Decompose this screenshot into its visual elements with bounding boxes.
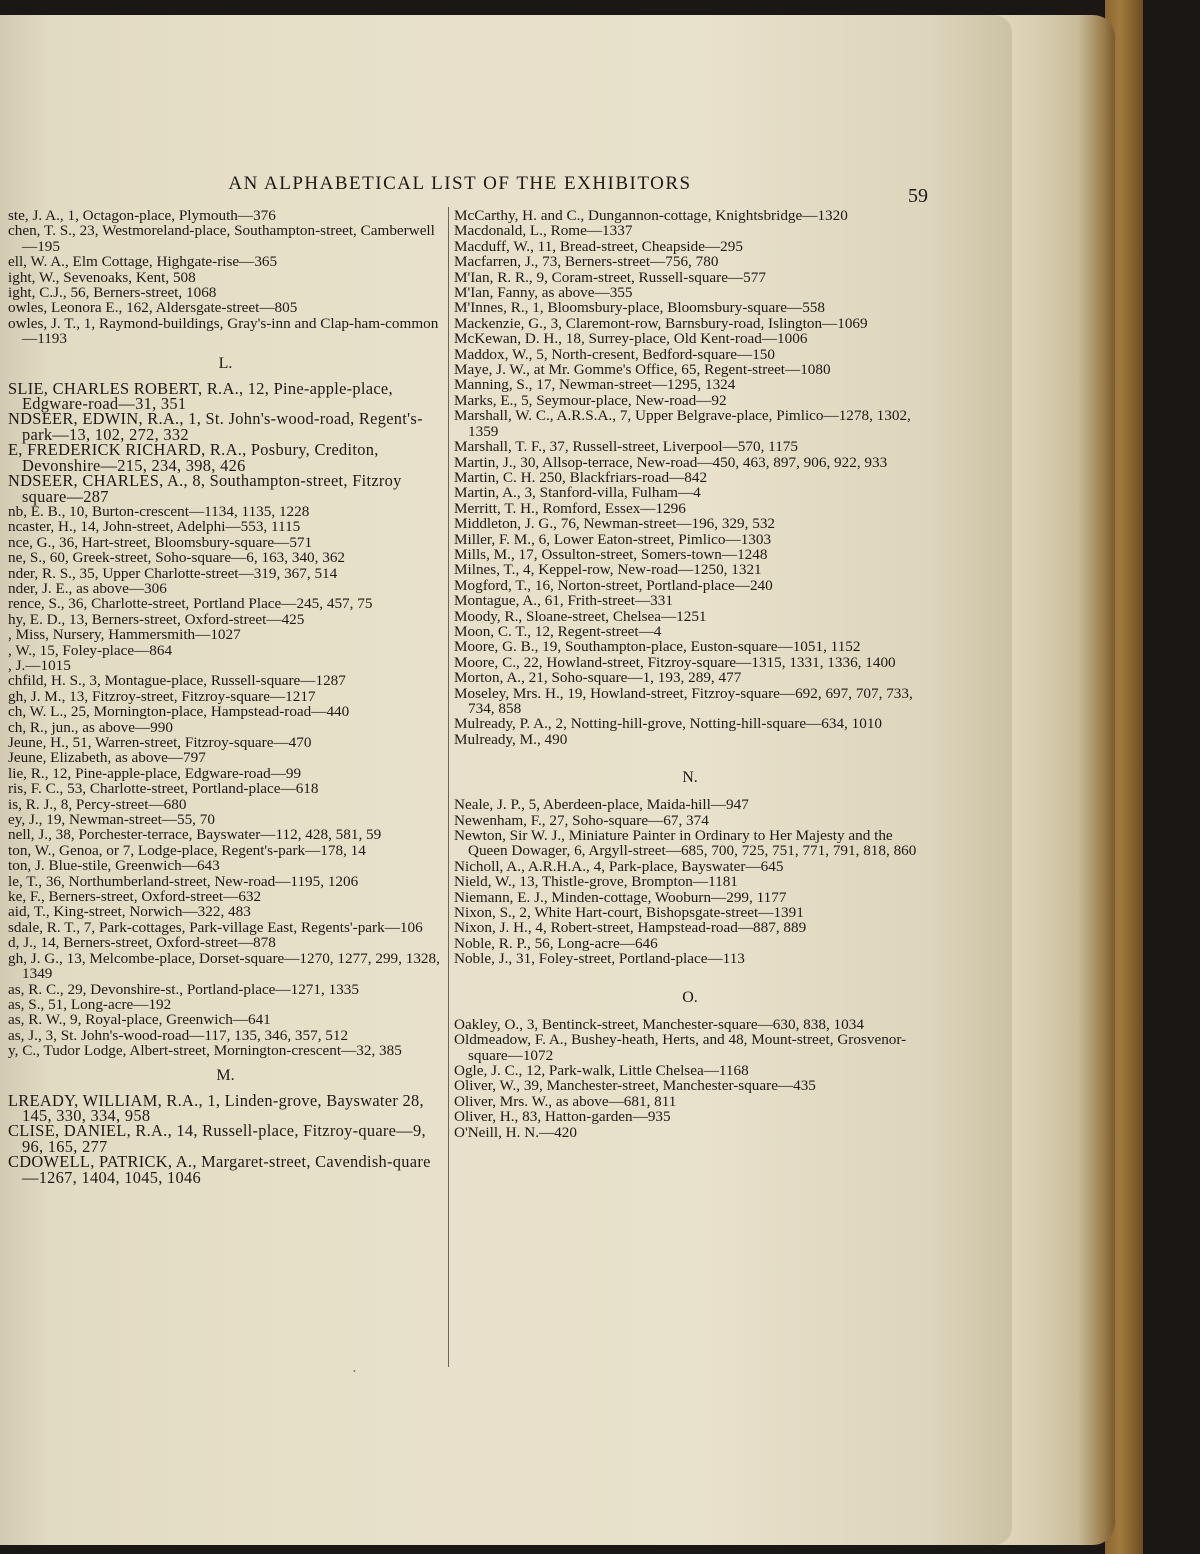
entry-list-n [454,797,926,966]
list-item: Manning, S., 17, Newman-street—1295, 1324 [454,376,736,394]
list-item: Martin, C. H. 250, Blackfriars-road—842 [454,468,708,486]
list-item: aid, T., King-street, Norwich—322, 483 [8,903,251,921]
list-item: SLIE, CHARLES ROBERT, R.A., 12, Pine-apple-place, Edgware-road—31, 351 [8,378,393,414]
list-item: Nicholl, A., A.R.H.A., 4, Park-place, Bayswater—645 [454,857,784,875]
list-item: Oldmeadow, F. A., Bushey-heath, Herts, and 48, Mount-street, Grosvenor-square—1072 [454,1031,907,1064]
list-item: as, R. C., 29, Devonshire-st., Portland-place—1271, 1335 [8,980,359,998]
list-item: ight, W., Sevenoaks, Kent, 508 [8,268,196,286]
left-column [8,208,443,1185]
list-item: Moody, R., Sloane-street, Chelsea—1251 [454,607,707,625]
section-heading-o: O. [682,988,698,1006]
book-page [0,15,1012,1545]
right-column [454,208,926,1140]
list-item: M'Innes, R., 1, Bloomsbury-place, Bloomsbury-square—558 [454,299,825,317]
list-item: gh, J. M., 13, Fitzroy-street, Fitzroy-square—1217 [8,687,316,705]
list-item: Jeune, H., 51, Warren-street, Fitzroy-square—470 [8,734,312,751]
list-item: , Miss, Nursery, Hammersmith—1027 [8,626,241,644]
list-item: McKewan, D. H., 18, Surrey-place, Old Kent-road—1006 [454,330,808,348]
page-number: 59 [908,185,928,207]
list-item: nb, E. B., 10, Burton-crescent—1134, 1135, 1228 [8,502,310,520]
list-item: sdale, R. T., 7, Park-cottages, Park-village East, Regents'-park—106 [8,918,423,936]
list-item: , J.—1015 [8,656,71,674]
list-item: Nixon, S., 2, White Hart-court, Bishopsgate-street—1391 [454,904,804,922]
list-item: ncaster, H., 14, John-street, Adelphi—553, 1115 [8,518,301,536]
list-item: Mackenzie, G., 3, Claremont-row, Barnsbury-road, Islington—1069 [454,314,868,332]
list-item: Newenham, F., 27, Soho-square—67, 374 [454,811,709,829]
list-item: O'Neill, H. N.—420 [454,1123,577,1141]
list-item: lie, R., 12, Pine-apple-place, Edgware-road—99 [8,764,302,782]
column-divider [448,207,449,1367]
list-item: Oliver, W., 39, Manchester-street, Manchester-square—435 [454,1077,816,1095]
list-item: M'Ian, R. R., 9, Coram-street, Russell-square—577 [454,268,766,286]
list-item: d, J., 14, Berners-street, Oxford-street—878 [8,934,276,952]
list-item: Mulready, P. A., 2, Notting-hill-grove, Notting-hill-square—634, 1010 [454,715,883,733]
list-item: Moore, C., 22, Howland-street, Fitzroy-square—1315, 1331, 1336, 1400 [454,653,896,671]
list-item: is, R. J., 8, Percy-street—680 [8,795,187,813]
list-item: as, R. W., 9, Royal-place, Greenwich—641 [8,1011,271,1029]
list-item: M'Ian, Fanny, as above—355 [454,284,633,302]
list-item: Macduff, W., 11, Bread-street, Cheapside—295 [454,237,743,255]
list-item: le, T., 36, Northumberland-street, New-road—1195, 1206 [8,872,359,890]
entry-list-top [8,208,443,347]
list-item: Middleton, J. G., 76, Newman-street—196, 329, 532 [454,515,776,533]
list-item: Martin, A., 3, Stanford-villa, Fulham—4 [454,484,701,502]
list-item: ey, J., 19, Newman-street—55, 70 [8,811,215,829]
list-item: Noble, J., 31, Foley-street, Portland-place—113 [454,950,745,968]
list-item: owles, Leonora E., 162, Aldersgate-street—805 [8,299,298,317]
list-item: ight, C.J., 56, Berners-street, 1068 [8,284,217,302]
entry-list-m-right [454,208,926,747]
list-item: ton, W., Genoa, or 7, Lodge-place, Regent's-park—178, 14 [8,841,366,859]
list-item: ch, R., jun., as above—990 [8,718,173,736]
list-item: gh, J. G., 13, Melcombe-place, Dorset-square—1270, 1277, 299, 1328, 1349 [8,949,440,983]
list-item: Jeune, Elizabeth, as above—797 [8,749,206,767]
list-item: Mulready, M., 490 [454,730,568,748]
list-item: Newton, Sir W. J., Miniature Painter in Ordinary to Her Majesty and the Queen Dowager, 6, Argyll-street—685, 700, 725, 751, 771, 791, 818, 860 [454,827,917,860]
list-item: Marshall, W. C., A.R.S.A., 7, Upper Belgrave-place, Pimlico—1278, 1302, 1359 [454,407,911,440]
list-item: Nield, W., 13, Thistle-grove, Brompton—1181 [454,873,738,891]
list-item: Macdonald, L., Rome—1337 [454,222,633,240]
list-item: Miller, F. M., 6, Lower Eaton-street, Pimlico—1303 [454,530,772,548]
list-item: ell, W. A., Elm Cottage, Highgate-rise—365 [8,253,278,271]
list-item: Mills, M., 17, Ossulton-street, Somers-town—1248 [454,545,768,563]
section-heading-l: L. [218,354,233,372]
list-item: Niemann, E. J., Minden-cottage, Wooburn—299, 1177 [454,888,787,906]
list-item: chfild, H. S., 3, Montague-place, Russell-square—1287 [8,672,346,690]
section-heading-m: M. [216,1066,235,1084]
list-item: Maye, J. W., at Mr. Gomme's Office, 65, Regent-street—1080 [454,361,831,379]
list-item: as, S., 51, Long-acre—192 [8,995,172,1013]
list-item: Maddox, W., 5, North-cresent, Bedford-square—150 [454,345,775,363]
list-item: ke, F., Berners-street, Oxford-street—632 [8,888,262,906]
list-item: Merritt, T. H., Romford, Essex—1296 [454,499,686,517]
ink-speck: • [353,1367,356,1376]
list-item: as, J., 3, St. John's-wood-road—117, 135, 346, 357, 512 [8,1026,349,1044]
section-heading-n: N. [682,769,698,787]
list-item: Nixon, J. H., 4, Robert-street, Hampstead-road—887, 889 [454,919,807,937]
list-item: nce, G., 36, Hart-street, Bloomsbury-square—571 [8,533,313,551]
list-item: chen, T. S., 23, Westmoreland-place, Southampton-street, Camberwell—195 [8,222,435,255]
list-item: Moseley, Mrs. H., 19, Howland-street, Fitzroy-square—692, 697, 707, 733, 734, 858 [454,684,913,717]
list-item: y, C., Tudor Lodge, Albert-street, Mornington-crescent—32, 385 [8,1042,402,1060]
list-item: Martin, J., 30, Allsop-terrace, New-road—450, 463, 897, 906, 922, 933 [454,453,888,471]
list-item: Montague, A., 61, Frith-street—331 [454,592,673,610]
list-item: nell, J., 38, Porchester-terrace, Bayswater—112, 428, 581, 59 [8,826,382,844]
list-item: nder, J. E., as above—306 [8,579,167,597]
list-item: rence, S., 36, Charlotte-street, Portland Place—245, 457, 75 [8,595,373,613]
list-item: E, FREDERICK RICHARD, R.A., Posbury, Crediton, Devonshire—215, 234, 398, 426 [8,440,379,475]
list-item: Moore, G. B., 19, Southampton-place, Euston-square—1051, 1152 [454,638,861,656]
list-item: Milnes, T., 4, Keppel-row, New-road—1250, 1321 [454,561,762,579]
list-item: ch, W. L., 25, Mornington-place, Hampstead-road—440 [8,703,350,721]
entry-list-l [8,378,443,1060]
list-item: Oliver, H., 83, Hatton-garden—935 [454,1108,671,1126]
list-item: Noble, R. P., 56, Long-acre—646 [454,934,658,952]
list-item: Ogle, J. C., 12, Park-walk, Little Chelsea—1168 [454,1061,749,1079]
list-item: ris, F. C., 53, Charlotte-street, Portland-place—618 [8,780,319,798]
list-item: hy, E. D., 13, Berners-street, Oxford-street—425 [8,610,305,628]
list-item: nder, R. S., 35, Upper Charlotte-street—319, 367, 514 [8,564,338,582]
list-item: CLISE, DANIEL, R.A., 14, Russell-place, Fitzroy-quare—9, 96, 165, 277 [8,1121,426,1156]
list-item: Oakley, O., 3, Bentinck-street, Manchester-square—630, 838, 1034 [454,1015,864,1033]
list-item: owles, J. T., 1, Raymond-buildings, Gray's-inn and Clap-ham-common—1193 [8,314,439,348]
list-item: Marks, E., 5, Seymour-place, New-road—92 [454,391,727,409]
list-item: Marshall, T. F., 37, Russell-street, Liverpool—570, 1175 [454,438,798,456]
list-item: ste, J. A., 1, Octagon-place, Plymouth—376 [8,207,276,224]
list-item: Macfarren, J., 73, Berners-street—756, 780 [454,253,719,271]
list-item: Neale, J. P., 5, Aberdeen-place, Maida-hill—947 [454,796,749,814]
list-item: ton, J. Blue-stile, Greenwich—643 [8,857,220,875]
entry-list-m-left [8,1090,443,1187]
list-item: LREADY, WILLIAM, R.A., 1, Linden-grove, Bayswater 28, 145, 330, 334, 958 [8,1090,424,1125]
list-item: ne, S., 60, Greek-street, Soho-square—6, 163, 340, 362 [8,549,346,567]
list-item: McCarthy, H. and C., Dungannon-cottage, Knightsbridge—1320 [454,207,848,224]
list-item: Morton, A., 21, Soho-square—1, 193, 289, 477 [454,669,742,687]
list-item: NDSEER, EDWIN, R.A., 1, St. John's-wood-road, Regent's-park—13, 102, 272, 332 [8,409,423,444]
list-item: Oliver, Mrs. W., as above—681, 811 [454,1092,677,1110]
list-item: , W., 15, Foley-place—864 [8,641,173,659]
list-item: Mogford, T., 16, Norton-street, Portland-place—240 [454,576,773,594]
list-item: NDSEER, CHARLES, A., 8, Southampton-street, Fitzroy square—287 [8,471,402,506]
page-title: AN ALPHABETICAL LIST OF THE EXHIBITORS [228,173,692,194]
entry-list-o [454,1017,926,1140]
list-item: CDOWELL, PATRICK, A., Margaret-street, Cavendish-quare—1267, 1404, 1045, 1046 [8,1152,431,1187]
list-item: Moon, C. T., 12, Regent-street—4 [454,622,662,640]
